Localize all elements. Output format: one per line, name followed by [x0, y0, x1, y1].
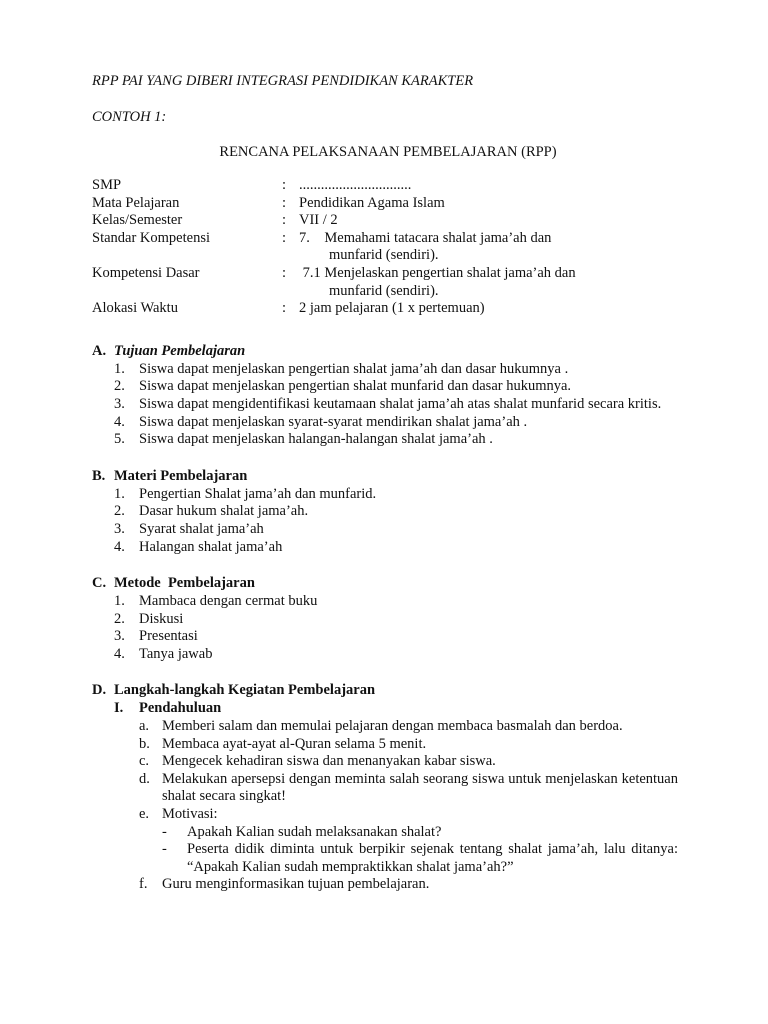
info-colon: :	[282, 194, 287, 211]
info-row	[92, 177, 678, 195]
item-letter: b.	[139, 735, 150, 752]
item-text: Siswa dapat menjelaskan halangan-halangan shalat jama’ah .	[139, 431, 493, 448]
item-text: Memberi salam dan memulai pelajaran dengan membaca basmalah dan berdoa.	[162, 718, 623, 735]
item-text: Dasar hukum shalat jama’ah.	[139, 503, 309, 520]
item-text: Syarat shalat jama’ah	[139, 520, 264, 537]
item-number: 1.	[114, 485, 125, 502]
section-title: Metode Pembelajaran	[114, 575, 255, 592]
item-letter: e.	[139, 806, 150, 823]
list-item	[139, 736, 678, 754]
item-text: Membaca ayat-ayat al-Quran selama 5 menit.	[162, 735, 427, 752]
section-langkah	[92, 681, 678, 894]
section-letter: A.	[92, 342, 107, 359]
item-number: 2.	[114, 610, 125, 627]
section-letter: B.	[92, 467, 106, 484]
subsection-heading	[92, 700, 678, 718]
dash-text: Apakah Kalian sudah melaksanakan shalat?	[187, 823, 442, 840]
plan-title: RENCANA PELAKSANAAN PEMBELAJARAN (RPP)	[219, 144, 557, 160]
document-page	[92, 72, 678, 894]
item-text: Melakukan apersepsi dengan meminta salah seorang siswa untuk menjelaskan ketentuan shalat secara singkat!	[162, 770, 678, 805]
info-value	[299, 230, 678, 265]
info-value-line: 7. Memahami tatacara shalat jama’ah dan	[299, 229, 552, 246]
item-body	[162, 806, 678, 876]
info-colon: :	[282, 264, 287, 281]
item-text: Siswa dapat menjelaskan pengertian shalat jama’ah dan dasar hukumnya .	[139, 360, 569, 377]
list-item	[114, 646, 678, 664]
info-colon: :	[282, 212, 287, 229]
info-value: 2 jam pelajaran (1 x pertemuan)	[299, 300, 485, 317]
section-letter: C.	[92, 575, 107, 592]
info-value: VII / 2	[299, 212, 338, 229]
item-text: Guru menginformasikan tujuan pembelajaran.	[162, 876, 430, 893]
material-list	[92, 486, 678, 556]
item-number: 4.	[114, 538, 125, 555]
item-letter: a.	[139, 718, 150, 735]
item-letter: c.	[139, 753, 150, 770]
document-title: RPP PAI YANG DIBERI INTEGRASI PENDIDIKAN KARAKTER	[92, 73, 474, 89]
info-value: Pendidikan Agama Islam	[299, 194, 445, 211]
list-item	[114, 521, 678, 539]
section-title: Tujuan Pembelajaran	[114, 342, 246, 359]
item-text: Siswa dapat menjelaskan syarat-syarat mendirikan shalat jama’ah .	[139, 413, 528, 430]
list-item	[139, 806, 678, 876]
section-tujuan	[92, 342, 678, 449]
list-item	[139, 876, 678, 894]
list-item	[139, 753, 678, 771]
dash-item	[162, 824, 678, 842]
item-number: 2.	[114, 503, 125, 520]
info-row	[92, 195, 678, 213]
list-item	[114, 611, 678, 629]
list-item	[114, 396, 678, 414]
subsection-title: Pendahuluan	[139, 700, 222, 717]
item-text: Siswa dapat menjelaskan pengertian shalat munfarid dan dasar hukumnya.	[139, 378, 572, 395]
info-value: ...............................	[299, 177, 412, 193]
item-text: Motivasi:	[162, 806, 218, 823]
info-colon: :	[282, 177, 287, 193]
item-number: 3.	[114, 628, 125, 645]
section-title: Langkah-langkah Kegiatan Pembelajaran	[114, 682, 376, 699]
section-metode	[92, 574, 678, 663]
identity-table	[92, 177, 678, 318]
list-item	[139, 718, 678, 736]
item-number: 3.	[114, 520, 125, 537]
item-number: 5.	[114, 431, 125, 448]
item-text: Halangan shalat jama’ah	[139, 538, 283, 555]
info-label: Kelas/Semester	[92, 212, 183, 229]
list-item	[114, 593, 678, 611]
info-label: Kompetensi Dasar	[92, 264, 200, 281]
list-item	[114, 503, 678, 521]
item-number: 1.	[114, 593, 125, 610]
dash-item	[162, 841, 678, 876]
info-label: SMP	[92, 177, 122, 193]
section-letter: D.	[92, 682, 107, 699]
section-heading	[92, 467, 678, 486]
dash-marker: -	[162, 823, 167, 840]
item-letter: f.	[139, 876, 148, 893]
info-row	[92, 300, 678, 318]
item-number: 1.	[114, 360, 125, 377]
list-item	[114, 486, 678, 504]
info-label: Mata Pelajaran	[92, 194, 180, 211]
info-row	[92, 230, 678, 265]
list-item	[114, 628, 678, 646]
dash-marker: -	[162, 841, 167, 858]
example-label: CONTOH 1:	[92, 109, 167, 125]
item-letter: d.	[139, 770, 150, 787]
section-materi	[92, 467, 678, 556]
item-text: Presentasi	[139, 628, 198, 645]
item-number: 3.	[114, 395, 125, 412]
info-value-line: munfarid (sendiri).	[329, 282, 439, 299]
activity-list	[92, 718, 678, 894]
info-row	[92, 265, 678, 300]
item-number: 2.	[114, 378, 125, 395]
item-number: 4.	[114, 413, 125, 430]
info-value-line: munfarid (sendiri).	[329, 247, 439, 264]
list-item	[114, 361, 678, 379]
list-item	[114, 431, 678, 449]
item-text: Diskusi	[139, 610, 184, 627]
item-text: Mengecek kehadiran siswa dan menanyakan kabar siswa.	[162, 753, 496, 770]
item-text: Tanya jawab	[139, 645, 213, 662]
item-text: Pengertian Shalat jama’ah dan munfarid.	[139, 485, 377, 502]
info-colon: :	[282, 229, 287, 246]
list-item	[114, 378, 678, 396]
item-text: Mambaca dengan cermat buku	[139, 593, 318, 610]
section-heading	[92, 574, 678, 593]
subsection-number: I.	[114, 700, 124, 717]
list-item	[139, 771, 678, 806]
info-value-line: 7.1 Menjelaskan pengertian shalat jama’ah dan	[299, 264, 576, 281]
method-list	[92, 593, 678, 663]
info-label: Standar Kompetensi	[92, 229, 210, 246]
section-title: Materi Pembelajaran	[114, 467, 248, 484]
list-item	[114, 414, 678, 432]
info-row	[92, 212, 678, 230]
item-number: 4.	[114, 645, 125, 662]
section-heading	[92, 342, 678, 361]
info-colon: :	[282, 300, 287, 317]
dash-text: Peserta didik diminta untuk berpikir sejenak tentang shalat jama’ah, lalu ditanya: “Apakah Kalian sudah mempraktikkan shalat jama’ah?”	[187, 841, 678, 875]
motivation-list	[162, 824, 678, 877]
list-item	[114, 539, 678, 557]
section-heading	[92, 681, 678, 700]
objective-list	[92, 361, 678, 449]
info-value	[299, 265, 678, 300]
info-label: Alokasi Waktu	[92, 300, 178, 317]
item-text: Siswa dapat mengidentifikasi keutamaan shalat jama’ah atas shalat munfarid secara kritis.	[139, 395, 662, 412]
